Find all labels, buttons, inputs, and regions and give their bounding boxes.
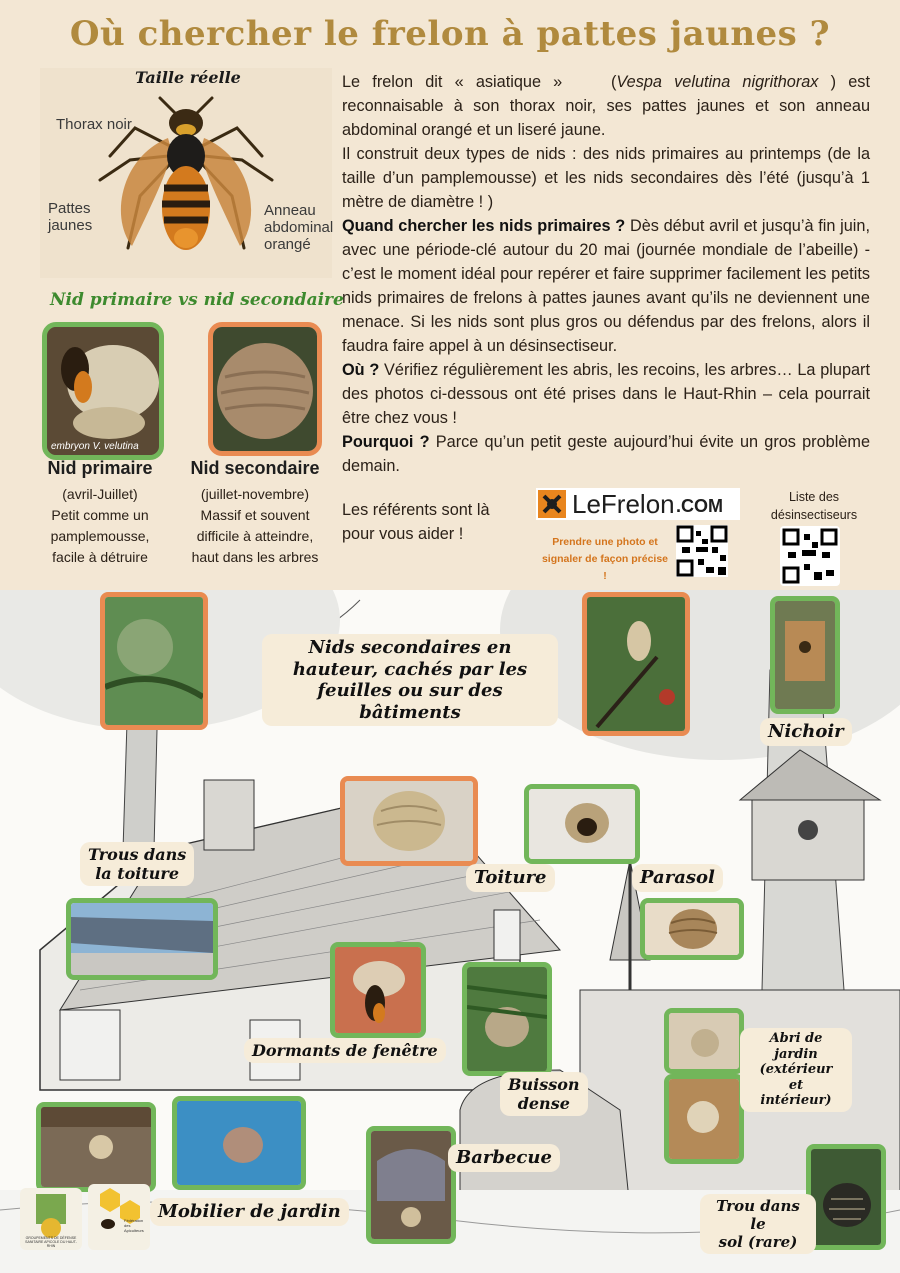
- photo-tree-nest: [100, 592, 208, 730]
- secondary-nest-desc: (juillet-novembre) Massif et souvent difficile à atteindre, haut dans les arbres: [191, 486, 319, 565]
- lefrelon-qr-code[interactable]: [676, 525, 728, 577]
- tag-mobilier: Mobilier de jardin: [150, 1198, 349, 1226]
- photo-parasol: [640, 898, 744, 960]
- where-paragraph: Où ? Vérifiez régulièrement les abris, les recoins, les arbres… La plupart des photos ci-dessous ont été prises dans le Haut-Rhin – cela pourrait être chez vous !: [342, 361, 871, 427]
- hornet-illustration: [40, 68, 332, 278]
- fed-logo-text: Fédération des Apiculteurs: [124, 1218, 144, 1233]
- garden-scene: [0, 590, 900, 1273]
- photo-trou-sol: [806, 1144, 886, 1250]
- thorax-label: Thorax noir: [56, 116, 132, 133]
- anneau-label: Anneau abdominal orangé: [264, 202, 334, 253]
- photo-abri-int: [664, 1074, 744, 1164]
- photo-toiture: [340, 776, 478, 866]
- photo-abri-ext: [664, 1008, 744, 1074]
- secondary-nest-title: Nid secondaire: [190, 458, 320, 478]
- tag-toiture: Toiture: [466, 864, 555, 892]
- when-paragraph: Quand chercher les nids primaires ? Dès début avril et jusqu’à fin juin, avec une période-clé autour du 20 mai (journée mondiale de l’abeille) - c’est le moment idéal pour repérer et faire supprimer facilement les petits nids primaires de frelons à pattes jaunes avant qu’ils ne deviennent une menace. Si les nids sont plus gros ou défendus par des frelons, alors il faudra faire appel à un désinsectiseur.: [342, 217, 870, 355]
- lefrelon-dotcom: .COM: [676, 496, 723, 516]
- intro-paragraph: Le frelon dit « asiatique » (Vespa velutina nigrithorax ) est reconnaisable à son thorax noir, ses pattes jaunes et son anneau abdominal orangé et un liseré jaune.: [342, 73, 870, 139]
- page-title: Où chercher le frelon à pattes jaunes ?: [69, 14, 831, 54]
- tag-barbecue: Barbecue: [448, 1144, 560, 1172]
- photo-high-nest: [582, 592, 690, 736]
- body-text: [342, 70, 870, 478]
- referents-text: Les référents sont là pour vous aider !: [342, 498, 522, 546]
- lefrelon-cta: Prendre une photo et signaler de façon précise !: [541, 536, 669, 582]
- fed-logo: [88, 1184, 150, 1250]
- photo-barbecue: [366, 1126, 456, 1244]
- photo-trous-toiture: [66, 898, 218, 980]
- tag-dormants: Dormants de fenêtre: [244, 1038, 446, 1063]
- tag-abri: Abri de jardin (extérieur et intérieur): [740, 1028, 852, 1112]
- photo-buisson: [462, 962, 552, 1076]
- gds-logo: [20, 1188, 82, 1250]
- desinsect-qr-code[interactable]: [780, 526, 840, 586]
- lefrelon-brand: LeFrelon: [572, 489, 675, 519]
- photo-mobilier-1: [36, 1102, 156, 1192]
- why-paragraph: Pourquoi ? Parce qu’un petit geste aujourd’hui évite un gros problème demain.: [342, 433, 870, 475]
- desinsect-label: Liste des désinsectiseurs: [770, 490, 858, 522]
- gds-logo-text: GROUPEMENTS DE DÉFENSE SANITAIRE APICOLE DU HAUT-RHIN: [25, 1236, 77, 1248]
- tag-trous-toiture: Trous dans la toiture: [80, 842, 194, 886]
- primary-nest-photo: [42, 322, 164, 460]
- lefrelon-logo-icon: [538, 490, 566, 518]
- taille-reelle-label: Taille réelle: [135, 68, 241, 87]
- photo-parasol-nest: [524, 784, 640, 864]
- primary-nest-desc: (avril-Juillet) Petit comme un pamplemousse, facile à détruire: [50, 486, 150, 565]
- lefrelon-logo[interactable]: [536, 488, 740, 520]
- comparison-heading: Nid primaire vs nid secondaire: [50, 290, 344, 310]
- tag-nichoir: Nichoir: [760, 718, 852, 746]
- primary-nest-caption: embryon V. velutina: [51, 441, 139, 452]
- primary-nest-title: Nid primaire: [47, 458, 153, 478]
- tag-trou-sol: Trou dans le sol (rare): [700, 1194, 816, 1254]
- pattes-label: Pattes jaunes: [48, 200, 93, 234]
- photo-nichoir: [770, 596, 840, 714]
- tag-nids-secondaires: Nids secondaires en hauteur, cachés par les feuilles ou sur des bâtiments: [262, 634, 558, 726]
- tag-buisson: Buisson dense: [500, 1072, 588, 1116]
- tag-parasol: Parasol: [632, 864, 723, 892]
- nest-types-paragraph: Il construit deux types de nids : des nids primaires au printemps (de la taille d’un pamplemousse) et les nids secondaires dès l’été (jusqu’à 1 mètre de diamètre ! ): [342, 145, 870, 211]
- secondary-nest-photo: [208, 322, 322, 456]
- photo-dormants: [330, 942, 426, 1038]
- photo-mobilier-2: [172, 1096, 306, 1190]
